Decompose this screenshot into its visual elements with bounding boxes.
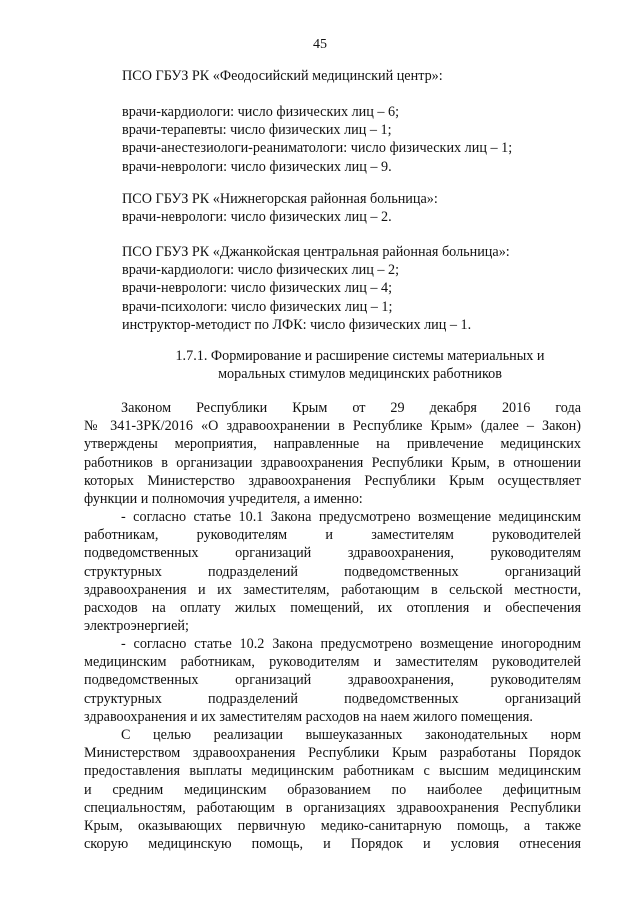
text-line: структурных подразделений подведомственных организаций	[84, 563, 581, 580]
text-line: Крым, оказывающих первичную медико-санитарную помощь, а также	[84, 818, 581, 835]
section-feodosia	[122, 67, 522, 85]
list-item: врачи-неврологи: число физических лиц – 2.	[122, 209, 392, 226]
section-title: ПСО ГБУЗ РК «Феодосийский медицинский центр»:	[122, 68, 443, 84]
text-line: - согласно статье 10.2 Закона предусмотрено возмещение иногородним	[121, 636, 581, 652]
paragraph-article-10-1	[84, 508, 581, 635]
list-item: врачи-неврологи: число физических лиц – 9.	[122, 158, 392, 175]
section-title: ПСО ГБУЗ РК «Нижнегорская районная больница»:	[122, 191, 438, 207]
text-line: предоставления выплаты медицинским работникам с высшим медицинским	[84, 763, 581, 780]
paragraph-law	[84, 399, 581, 508]
text-line: Законом Республики Крым от 29 декабря 2016 года	[121, 400, 581, 416]
heading-line: 1.7.1. Формирование и расширение системы материальных и	[175, 348, 545, 364]
text-line: № 341-ЗРК/2016 «О здравоохранении в Республике Крым» (далее – Закон)	[84, 418, 581, 435]
text-line: специальностям, работающим в организациях здравоохранения Республики	[84, 799, 581, 816]
page-number: 45	[313, 37, 327, 52]
text-line: Министерством здравоохранения Республики Крым разработаны Порядок	[84, 745, 581, 762]
section-feodosia-list	[122, 103, 522, 176]
text-line: функции и полномочия учредителя, а именно:	[84, 491, 363, 508]
heading-line: моральных стимулов медицинских работников	[218, 366, 502, 383]
text-line: структурных подразделений подведомственных организаций	[84, 690, 581, 707]
text-line: расходов на оплату жилых помещений, их отопления и обеспечения	[84, 600, 581, 617]
list-item: врачи-кардиологи: число физических лиц – 6;	[122, 104, 400, 120]
list-item: врачи-анестезиологи-реаниматологи: число физических лиц – 1;	[122, 140, 513, 157]
list-item: инструктор-методист по ЛФК: число физических лиц – 1.	[122, 316, 472, 333]
paragraph-procedures	[84, 726, 581, 853]
text-line: работников в организации здравоохранения Республики Крым, в отношении	[84, 454, 581, 471]
section-dzhankoy	[122, 243, 522, 334]
list-item: врачи-кардиологи: число физических лиц – 2;	[122, 262, 400, 279]
text-line: подведомственных организаций здравоохранения, руководителям	[84, 672, 581, 689]
text-line: электроэнергией;	[84, 618, 189, 635]
text-line: С целью реализации вышеуказанных законодательных норм	[121, 727, 581, 743]
text-line: которых Министерство здравоохранения Республики Крым осуществляет	[84, 472, 581, 489]
text-line: здравоохранения и их заместителям расходов на наем жилого помещения.	[84, 708, 533, 725]
list-item: врачи-неврологи: число физических лиц – 4;	[122, 280, 393, 297]
text-line: утверждены мероприятия, направленные на привлечение медицинских	[84, 436, 581, 453]
section-nizhnegorsk	[122, 190, 522, 226]
text-line: здравоохранения и их заместителям, работающим в сельской местности,	[84, 581, 581, 598]
text-line: медицинским работникам, руководителям и заместителям руководителей	[84, 654, 581, 671]
text-line: подведомственных организаций здравоохранения, руководителям	[84, 545, 581, 562]
text-line: - согласно статье 10.1 Закона предусмотрено возмещение медицинским	[121, 509, 581, 525]
list-item: врачи-психологи: число физических лиц – 1;	[122, 298, 393, 315]
list-item: врачи-терапевты: число физических лиц – 1;	[122, 122, 392, 139]
section-title: ПСО ГБУЗ РК «Джанкойская центральная районная больница»:	[122, 244, 510, 260]
subsection-heading	[150, 347, 570, 383]
text-line: скорую медицинскую помощь, и Порядок и условия отнесения	[84, 836, 581, 853]
text-line: и средним медицинским образованием по наиболее дефицитным	[84, 781, 581, 798]
text-line: работникам, руководителям и заместителям руководителей	[84, 527, 581, 544]
paragraph-article-10-2	[84, 635, 581, 726]
